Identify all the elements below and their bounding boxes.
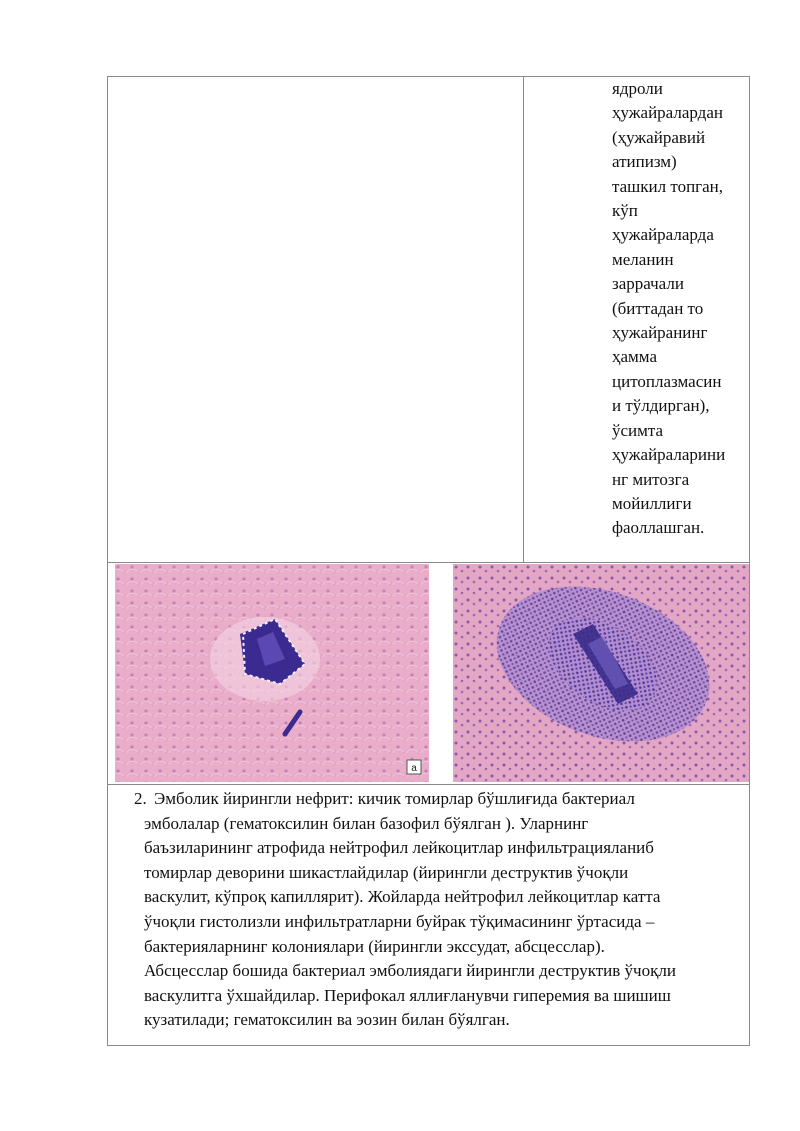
text-line: ташкил топган, — [612, 176, 724, 196]
micrograph-right — [453, 564, 749, 782]
text-line: ўсимта — [612, 420, 664, 440]
text-line: атипизм) — [612, 152, 677, 172]
table-row-divider — [108, 784, 749, 785]
histology-micrograph-icon — [115, 564, 429, 782]
text-line: нг митозга — [612, 469, 690, 489]
text-line: кўп — [612, 201, 638, 221]
text-line: ҳужайранинг — [612, 323, 708, 343]
text-line: ҳужайраларини — [612, 445, 726, 465]
text-line: цитоплазмасин — [612, 371, 722, 391]
figure-description — [128, 787, 748, 1033]
text-line: заррачали — [612, 274, 684, 294]
text-line: бактерияларнинг колониялари (йирингли экссудат, абсцесслар). — [144, 936, 605, 956]
text-line: ҳамма — [612, 347, 657, 367]
text-line: баъзиларининг атрофида нейтрофил лейкоцитлар инфильтрацияланиб — [144, 838, 654, 858]
table-column-divider — [523, 77, 524, 562]
micrograph-corner-mark: a — [411, 763, 417, 774]
text-line: ҳужайраларда — [612, 225, 714, 245]
text-line: мойиллиги — [612, 493, 692, 513]
table-row-divider — [108, 562, 749, 563]
right-cell-text — [612, 77, 746, 541]
text-line: ҳужайралардан — [612, 103, 723, 123]
text-line: эмболалар (гематоксилин билан базофил бўялган ). Уларнинг — [144, 813, 589, 833]
micrograph-left — [115, 564, 429, 782]
text-line: Абсцесслар бошида бактериал эмболиядаги йирингли деструктив ўчоқли — [144, 961, 676, 981]
text-line: Эмболик йирингли нефрит: кичик томирлар бўшлиғида бактериал — [154, 789, 635, 808]
text-line: кузатилади; гематоксилин ва эозин билан бўялган. — [144, 1010, 510, 1030]
text-line: (ҳужайравий — [612, 127, 706, 147]
document-table — [107, 76, 750, 1046]
text-line: ядроли — [612, 79, 663, 98]
text-line: (биттадан то — [612, 298, 704, 318]
histology-micrograph-icon — [453, 564, 749, 782]
text-line: меланин — [612, 249, 674, 269]
text-line: ўчоқли гистолизли инфильтратларни буйрак тўқимасининг ўртасида – — [144, 911, 655, 931]
text-line: и тўлдирган), — [612, 396, 710, 416]
text-line: васкулит, кўпроқ капиллярит). Жойларда нейтрофил лейкоцитлар катта — [144, 887, 661, 907]
text-line: томирлар деворини шикастлайдилар (йирингли деструктив ўчоқли — [144, 862, 629, 882]
list-number: 2. — [134, 789, 147, 808]
text-line: васкулитга ўхшайдилар. Перифокал яллиғланувчи гиперемия ва шишиш — [144, 985, 671, 1005]
text-line: фаоллашган. — [612, 518, 705, 538]
